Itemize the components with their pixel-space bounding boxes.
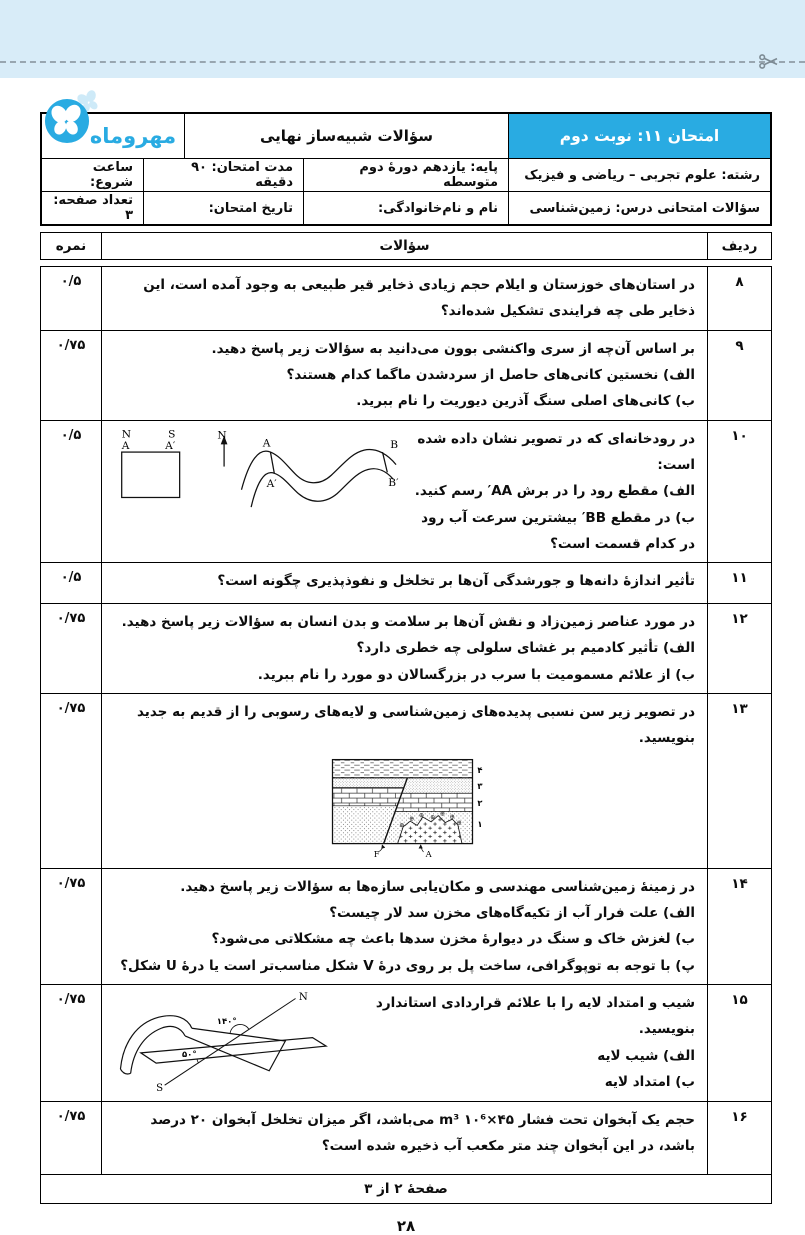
question-score: ۰/۵	[60, 570, 82, 586]
question-score: ۰/۷۵	[56, 1108, 86, 1124]
question-line: در استان‌های خوزستان و ایلام حجم زیادی ذخایر قیر طبیعی به وجود آمده است، این ذخایر طی چه فرایندی تشکیل شده‌اند؟	[143, 277, 695, 320]
question-line: شیب و امتداد لایه را با علائم قراردادی استاندارد بنویسید.	[375, 994, 695, 1038]
strata-diagram	[110, 754, 695, 863]
question-line: در رودخانه‌ای که در تصویر نشان داده شده است:	[417, 430, 695, 473]
exam-badge: امتحان ۱۱: نوبت دوم	[508, 114, 770, 158]
box-s-label: S	[168, 427, 176, 441]
exam-header-table	[40, 112, 772, 226]
question-text	[101, 267, 707, 330]
svg-text:⊕: ⊕	[439, 810, 446, 818]
question-score: ۰/۷۵	[56, 337, 86, 353]
header-start-time: ساعت شروع:	[89, 160, 133, 190]
questions-table	[40, 266, 772, 1204]
question-text	[101, 421, 707, 563]
layer3-label: ۳	[477, 780, 483, 791]
question-score: ۰/۷۵	[56, 611, 86, 627]
question-number: ۹	[707, 331, 771, 420]
layer4-label: ۴	[477, 764, 483, 775]
question-score: ۰/۷۵	[56, 875, 86, 891]
box-a-label: A	[121, 438, 130, 452]
question-text	[101, 331, 707, 420]
question-row-11	[41, 562, 771, 603]
header-page-count: تعداد صفحه: ۳	[53, 193, 133, 223]
fault-label: F	[373, 848, 380, 859]
svg-text:⊕: ⊕	[449, 813, 455, 821]
box-a-prime-label: A′	[165, 438, 176, 452]
page-number: ۲۸	[396, 1216, 416, 1235]
a-prime-label: A′	[266, 476, 277, 490]
page-footer: صفحهٔ ۲ از ۳	[41, 1174, 771, 1203]
header-subject: سؤالات امتحانی درس: زمین‌شناسی	[508, 192, 770, 224]
south-label: S	[156, 1083, 164, 1092]
top-cut-band	[0, 0, 805, 78]
row-col-header: ردیف	[707, 233, 771, 259]
box-n-label: N	[121, 427, 132, 441]
header-duration: مدت امتحان: ۹۰ دقیقه	[143, 159, 303, 191]
dip-angle-bottom: ۵۰°	[181, 1050, 197, 1061]
question-number: ۱۳	[707, 694, 771, 868]
question-line: تأثیر اندازهٔ دانه‌ها و جورشدگی آن‌ها بر تخلخل و نفوذپذیری چگونه است؟	[217, 573, 695, 590]
question-row-15	[41, 984, 771, 1101]
butterfly-logo-icon	[44, 98, 90, 144]
cut-line	[0, 61, 805, 63]
question-number: ۸	[707, 267, 771, 330]
question-line: الف) تأثیر کادمیم بر غشای سلولی چه خطری دارد؟	[356, 640, 695, 657]
svg-text:⊕: ⊕	[399, 821, 405, 829]
question-line: ب) از علائم مسمومیت با سرب در بزرگسالان دو مورد را نام ببرید.	[257, 666, 695, 683]
question-text	[101, 869, 707, 984]
question-line: ب) کانی‌های اصلی سنگ آذرین دیوریت را نام ببرید.	[356, 393, 695, 410]
question-number: ۱۰	[707, 421, 771, 563]
question-score: ۰/۷۵	[56, 701, 86, 717]
question-text	[101, 563, 707, 603]
river-diagram	[110, 426, 400, 515]
svg-text:⊕: ⊕	[456, 819, 462, 827]
exam-sheet	[40, 112, 772, 1235]
logo-cell	[42, 114, 184, 158]
question-text	[101, 694, 707, 868]
layer2-label: ۲	[477, 797, 483, 808]
scissors-icon	[759, 54, 779, 69]
question-row-13	[41, 693, 771, 868]
questions-col-header: سؤالات	[101, 233, 707, 259]
intrusion-label: A	[425, 848, 432, 859]
question-row-14	[41, 868, 771, 984]
score-col-header: نمره	[55, 238, 87, 254]
svg-text:⊕: ⊕	[429, 813, 436, 821]
question-text	[101, 604, 707, 693]
question-line: الف) شیب لایه	[597, 1047, 695, 1064]
header-grade: پایه: یازدهم دورۀ دوم متوسطه	[303, 159, 508, 191]
question-line: الف) مقطع رود را در برش AA′ رسم کنید.	[414, 483, 695, 500]
question-number: ۱۶	[707, 1102, 771, 1174]
header-student-name: نام و نام‌خانوادگی:	[303, 192, 508, 224]
dip-angle-top: ۱۴۰°	[216, 1016, 237, 1027]
exam-title: سؤالات شبیه‌ساز نهایی	[184, 114, 508, 158]
question-row-16	[41, 1101, 771, 1174]
question-line: در مورد عناصر زمین‌زاد و نقش آن‌ها بر سلامت و بدن انسان به سؤالات زیر پاسخ دهید.	[121, 614, 695, 631]
question-line: پ) با توجه به توپوگرافی، ساخت پل بر روی درهٔ V شکل مناسب‌تر است یا درهٔ U شکل؟	[120, 957, 695, 974]
question-line: ب) در مقطع BB′ بیشترین سرعت آب رود در کدام قسمت است؟	[421, 509, 695, 552]
svg-text:⊕: ⊕	[418, 811, 425, 819]
question-number: ۱۵	[707, 985, 771, 1101]
svg-text:⊕: ⊕	[408, 815, 415, 823]
b-prime-label: B′	[388, 475, 399, 489]
question-line: حجم یک آبخوان تحت فشار ۴۵×۱۰⁶ m³ می‌باشد، اگر میزان تخلخل آبخوان ۲۰ درصد باشد، در این آبخوان چند متر مکعب آب ذخیره شده است؟	[150, 1111, 695, 1155]
header-field: رشته: علوم تجربی – ریاضی و فیزیک	[508, 159, 770, 191]
questions-header-strip	[40, 232, 772, 260]
question-row-10	[41, 420, 771, 563]
north-label: N	[217, 428, 227, 442]
question-line: ب) امتداد لایه	[604, 1073, 695, 1090]
logo-wordmark: مهروماه	[89, 124, 177, 148]
question-score: ۰/۵	[60, 274, 82, 289]
question-number: ۱۱	[707, 563, 771, 603]
question-line: در زمینهٔ زمین‌شناسی مهندسی و مکان‌یابی سازه‌ها به سؤالات زیر پاسخ دهید.	[180, 878, 695, 895]
question-number: ۱۴	[707, 869, 771, 984]
question-line: ب) لغزش خاک و سنگ در دیوارهٔ مخزن سدها باعث چه مشکلاتی می‌شود؟	[211, 931, 695, 948]
a-label: A	[262, 435, 271, 449]
question-number: ۱۲	[707, 604, 771, 693]
question-line: بر اساس آن‌چه از سری واکنشی بوون می‌دانید به سؤالات زیر پاسخ دهید.	[211, 340, 695, 357]
fold-diagram	[110, 990, 340, 1096]
question-text	[101, 985, 707, 1101]
question-row-9	[41, 330, 771, 420]
layer1-label: ۱	[477, 818, 483, 829]
header-exam-date: تاریخ امتحان:	[143, 192, 303, 224]
north-label: N	[298, 992, 308, 1004]
question-line: الف) علت فرار آب از تکیه‌گاه‌های مخزن سد لار چیست؟	[329, 905, 695, 921]
question-line: الف) نخستین کانی‌های حاصل از سردشدن ماگما کدام هستند؟	[286, 366, 695, 383]
question-row-8	[41, 267, 771, 330]
question-line: در تصویر زیر سن نسبی پدیده‌های زمین‌شناسی و لایه‌های رسوبی را از قدیم به جدید بنویسید.	[136, 704, 695, 747]
question-score: ۰/۷۵	[56, 991, 86, 1007]
question-row-12	[41, 603, 771, 693]
question-score: ۰/۵	[60, 427, 82, 443]
b-label: B	[390, 437, 399, 451]
